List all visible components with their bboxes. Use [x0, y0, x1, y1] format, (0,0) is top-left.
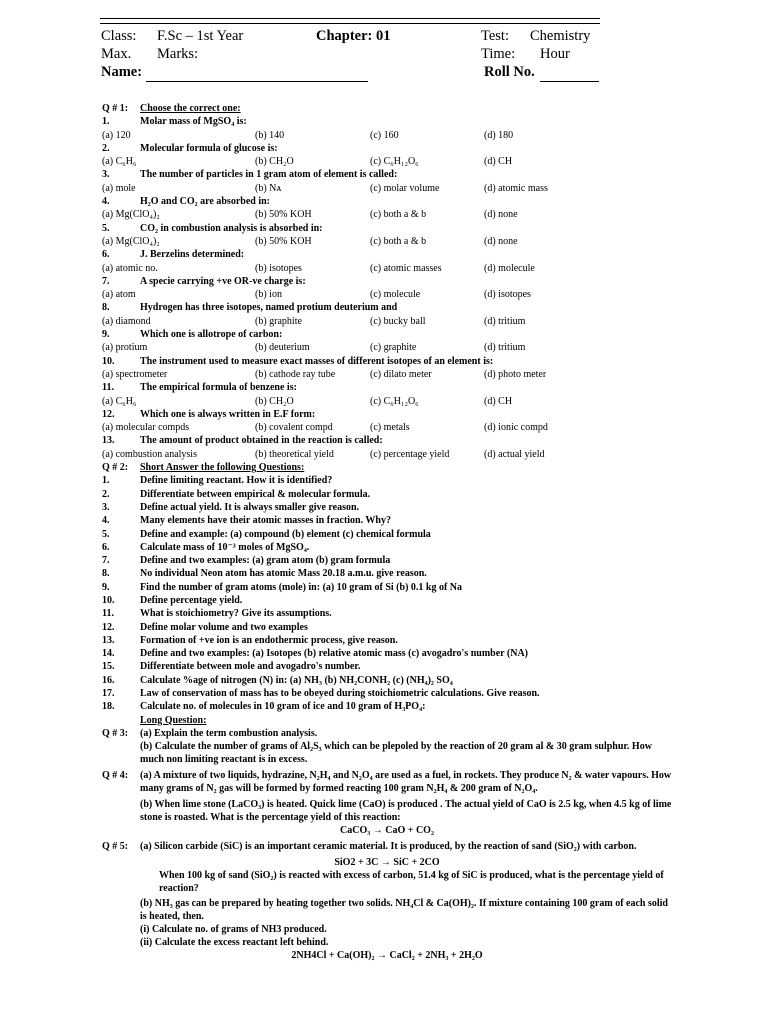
- option-d: (d) tritium: [484, 315, 526, 327]
- short-question-number: 10.: [102, 594, 115, 606]
- short-question-text: Differentiate between mole and avogadro's number.: [140, 661, 361, 673]
- q5-part-a-continued: When 100 kg of sand (SiO₂) is reacted with excess of carbon, 51.4 kg of SiC is produced, what is the percentage yield of reaction?: [159, 869, 664, 894]
- short-question: [102, 594, 672, 607]
- top-rule-2: [100, 23, 600, 24]
- mcq-question-text: Molar mass of MgSO₄ is:: [140, 116, 247, 128]
- mcq-options: [102, 341, 672, 354]
- test-label: Test:: [481, 28, 509, 44]
- name-field[interactable]: [146, 66, 368, 82]
- q1-heading: [102, 102, 672, 115]
- option-a: (a) spectrometer: [102, 368, 168, 380]
- q4-part-a-row: [102, 769, 672, 795]
- option-a: (a) atom: [102, 289, 136, 301]
- q5-part-b-i: (i) Calculate no. of grams of NH3 produced.: [140, 923, 327, 935]
- mcq-question-text: Molecular formula of glucose is:: [140, 142, 278, 154]
- short-question-number: 6.: [102, 541, 110, 553]
- mcq-question-text: The number of particles in 1 gram atom of element is called:: [140, 169, 398, 181]
- mcq-question-text: H₂O and CO₂ are absorbed in:: [140, 196, 270, 208]
- short-question-number: 8.: [102, 568, 110, 580]
- short-question-text: Differentiate between empirical & molecular formula.: [140, 488, 371, 500]
- q4-part-a: (a) A mixture of two liquids, hydrazine, N₂H₄ and N₂O₄ are used as a fuel, in rockets. They produce N₂ & water vapours. How many grams of N₂ gas will be formed by formed reacting 100 gram N₂H₄ & 200 gram of N₂O₄.: [140, 770, 672, 795]
- option-c: (c) dilato meter: [370, 368, 432, 380]
- mcq-question-text: J. Berzelins determined:: [140, 249, 245, 261]
- long-title: Long Question:: [140, 714, 207, 726]
- mcq-number: 13.: [102, 435, 115, 447]
- chapter-title: Chapter: 01: [316, 28, 391, 44]
- option-b: (b) CH₂O: [255, 156, 294, 168]
- mcq-number: 9.: [102, 329, 110, 341]
- short-question-number: 11.: [102, 608, 114, 620]
- mcq-question-text: Which one is allotrope of carbon:: [140, 329, 283, 341]
- time-label: Time:: [481, 46, 516, 62]
- option-a: (a) atomic no.: [102, 262, 158, 274]
- short-question-number: 16.: [102, 674, 115, 686]
- option-c: (c) molar volume: [370, 182, 440, 194]
- mcq-options: [102, 155, 672, 168]
- short-question-text: Calculate no. of molecules in 10 gram of ice and 10 gram of H₃PO₄:: [140, 701, 426, 713]
- short-question: [102, 647, 672, 660]
- option-d: (d) CH: [484, 156, 513, 168]
- option-b: (b) isotopes: [255, 262, 302, 274]
- short-question-number: 18.: [102, 701, 115, 713]
- class-value: F.Sc – 1st Year: [157, 28, 244, 44]
- mcq-question-text: The amount of product obtained in the reaction is called:: [140, 435, 383, 447]
- q2-title: Short Answer the following Questions:: [140, 462, 305, 474]
- mcq-number: 10.: [102, 355, 115, 367]
- short-question: [102, 634, 672, 647]
- mcq-question: [102, 195, 672, 208]
- q3-label: Q # 3:: [102, 727, 129, 739]
- top-rule-1: [100, 18, 600, 19]
- short-question-text: Define actual yield. It is always smaller give reason.: [140, 501, 360, 513]
- short-question-text: Law of conservation of mass has to be obeyed during stoichiometric calculations. Give reason.: [140, 688, 540, 700]
- option-a: (a) combustion analysis: [102, 448, 197, 460]
- short-question-number: 17.: [102, 688, 115, 700]
- mcq-question-text: Hydrogen has three isotopes, named protium deuterium and: [140, 302, 398, 314]
- mcq-question: [102, 222, 672, 235]
- short-question-text: Define and example: (a) compound (b) element (c) chemical formula: [140, 528, 431, 540]
- short-question: [102, 501, 672, 514]
- option-c: (c) both a & b: [370, 235, 427, 247]
- q5-part-b-ii: (ii) Calculate the excess reactant left behind.: [140, 936, 329, 948]
- mcq-question: [102, 142, 672, 155]
- option-a: (a) Mg(ClO₄)₂: [102, 209, 160, 221]
- short-question: [102, 687, 672, 700]
- short-question: [102, 488, 672, 501]
- option-d: (d) photo meter: [484, 368, 547, 380]
- q4-equation: CaCO₃ → CaO + CO₂: [340, 825, 434, 837]
- option-d: (d) ionic compd: [484, 422, 548, 434]
- short-question-list: [102, 474, 672, 713]
- mcq-question: [102, 408, 672, 421]
- short-question-number: 2.: [102, 488, 110, 500]
- q1-label: Q # 1:: [102, 103, 129, 114]
- mcq-question: [102, 275, 672, 288]
- option-a: (a) molecular compds: [102, 422, 190, 434]
- short-question: [102, 541, 672, 554]
- option-b: (b) deuterium: [255, 342, 310, 354]
- q2-heading: [102, 461, 672, 474]
- option-b: (b) graphite: [255, 315, 302, 327]
- short-question: [102, 607, 672, 620]
- mcq-options: [102, 368, 672, 381]
- q3-part-b: (b) Calculate the number of grams of Al₂S₃ which can be plepoled by the reaction of 20 gram al & 30 gram sulphur. How much non limiting reactant is in excess.: [140, 741, 652, 766]
- short-question: [102, 474, 672, 487]
- mcq-number: 2.: [102, 142, 110, 154]
- short-question: [102, 514, 672, 527]
- option-c: (c) atomic masses: [370, 262, 442, 274]
- marks-label: Marks:: [157, 46, 199, 62]
- short-question: [102, 567, 672, 580]
- class-label: Class:: [101, 28, 137, 44]
- option-d: (d) 180: [484, 129, 514, 141]
- option-a: (a) C₆H₆: [102, 395, 137, 407]
- option-d: (d) tritium: [484, 342, 526, 354]
- option-a: (a) diamond: [102, 315, 151, 327]
- option-b: (b) theoretical yield: [255, 448, 334, 460]
- mcq-number: 11.: [102, 382, 114, 394]
- short-question-number: 4.: [102, 515, 110, 527]
- mcq-question: [102, 381, 672, 394]
- mcq-question-text: CO₂ in combustion analysis is absorbed in:: [140, 222, 323, 234]
- roll-field[interactable]: [540, 66, 599, 82]
- short-question: [102, 660, 672, 673]
- option-d: (d) none: [484, 235, 518, 247]
- option-d: (d) CH: [484, 395, 513, 407]
- option-a: (a) protium: [102, 342, 148, 354]
- test-value: Chemistry: [530, 28, 591, 44]
- short-question-number: 5.: [102, 528, 110, 540]
- option-c: (c) percentage yield: [370, 448, 450, 460]
- short-question-text: Many elements have their atomic masses in fraction. Why?: [140, 515, 391, 527]
- q3-row-a: [102, 727, 672, 740]
- option-a: (a) mole: [102, 182, 136, 194]
- q5-label: Q # 5:: [102, 840, 129, 852]
- option-c: (c) graphite: [370, 342, 417, 354]
- mcq-options: [102, 208, 672, 221]
- mcq-options: [102, 129, 672, 142]
- mcq-options: [102, 448, 672, 461]
- mcq-options: [102, 235, 672, 248]
- short-question-text: Define and two examples: (a) Isotopes (b) relative atomic mass (c) avogadro's number (NA): [140, 648, 529, 660]
- option-b: (b) covalent compd: [255, 422, 333, 434]
- q2-label: Q # 2:: [102, 462, 129, 474]
- mcq-question: [102, 328, 672, 341]
- option-b: (b) 140: [255, 129, 285, 141]
- option-d: (d) actual yield: [484, 448, 545, 460]
- mcq-question: [102, 301, 672, 314]
- short-question-text: Calculate %age of nitrogen (N) in: (a) NH₃ (b) NH₂CONH₂ (c) (NH₄)₂ SO₄: [140, 674, 453, 686]
- short-question-number: 1.: [102, 475, 110, 487]
- short-question-text: Calculate mass of 10⁻³ moles of MgSO₄.: [140, 541, 310, 553]
- option-b: (b) ion: [255, 289, 282, 301]
- option-d: (d) atomic mass: [484, 182, 548, 194]
- short-question-text: Find the number of gram atoms (mole) in: (a) 10 gram of Si (b) 0.1 kg of Na: [140, 581, 463, 593]
- option-d: (d) none: [484, 209, 518, 221]
- option-b: (b) cathode ray tube: [255, 368, 336, 380]
- option-a: (a) C₆H₆: [102, 156, 137, 168]
- mcq-number: 7.: [102, 275, 110, 287]
- mcq-options: [102, 315, 672, 328]
- long-heading: [102, 714, 672, 727]
- mcq-number: 12.: [102, 408, 115, 420]
- option-a: (a) Mg(ClO₄)₂: [102, 235, 160, 247]
- time-value: Hour: [540, 46, 570, 62]
- option-c: (c) C₆H₁₂O₆: [370, 395, 419, 407]
- q3-part-a: (a) Explain the term combustion analysis.: [140, 727, 318, 739]
- roll-label: Roll No.: [484, 64, 535, 80]
- mcq-question-text: A specie carrying +ve OR-ve charge is:: [140, 275, 306, 287]
- mcq-list: [102, 115, 672, 461]
- mcq-question: [102, 248, 672, 261]
- option-c: (c) molecule: [370, 289, 421, 301]
- short-question-text: No individual Neon atom has atomic Mass 20.18 a.m.u. give reason.: [140, 568, 427, 580]
- short-question-text: Define percentage yield.: [140, 594, 243, 606]
- mcq-options: [102, 288, 672, 301]
- q4-label: Q # 4:: [102, 770, 129, 782]
- short-question: [102, 581, 672, 594]
- short-question-text: What is stoichiometry? Give its assumptions.: [140, 608, 332, 620]
- exam-content: [102, 102, 672, 962]
- option-c: (c) 160: [370, 129, 399, 141]
- option-d: (d) isotopes: [484, 289, 531, 301]
- mcq-options: [102, 182, 672, 195]
- name-label: Name:: [101, 64, 143, 80]
- short-question-number: 3.: [102, 501, 110, 513]
- mcq-number: 8.: [102, 302, 110, 314]
- mcq-question: [102, 355, 672, 368]
- mcq-question: [102, 115, 672, 128]
- mcq-number: 1.: [102, 116, 110, 128]
- q5-equation-2: 2NH4Cl + Ca(OH)₂ → CaCl₂ + 2NH₃ + 2H₂O: [291, 949, 483, 961]
- q5-equation-1: SiO2 + 3C → SiC + 2CO: [334, 856, 440, 868]
- short-question: [102, 674, 672, 687]
- short-question-number: 12.: [102, 621, 115, 633]
- option-d: (d) molecule: [484, 262, 535, 274]
- option-b: (b) Nᴀ: [255, 182, 282, 194]
- short-question: [102, 528, 672, 541]
- option-b: (b) 50% KOH: [255, 235, 312, 247]
- max-label: Max.: [101, 46, 132, 62]
- short-question: [102, 621, 672, 634]
- option-c: (c) both a & b: [370, 209, 427, 221]
- mcq-question: [102, 168, 672, 181]
- mcq-question-text: Which one is always written in E.F form:: [140, 408, 316, 420]
- mcq-question-text: The empirical formula of benzene is:: [140, 382, 297, 394]
- short-question-number: 9.: [102, 581, 110, 593]
- short-question-number: 13.: [102, 634, 115, 646]
- mcq-options: [102, 262, 672, 275]
- short-question-number: 14.: [102, 648, 115, 660]
- q5-part-a-row: [102, 840, 672, 853]
- option-c: (c) C₆H₁₂O₆: [370, 156, 419, 168]
- mcq-question: [102, 434, 672, 447]
- short-question-number: 7.: [102, 555, 110, 567]
- short-question: [102, 554, 672, 567]
- option-b: (b) 50% KOH: [255, 209, 312, 221]
- option-a: (a) 120: [102, 129, 131, 141]
- mcq-number: 5.: [102, 222, 110, 234]
- q1-title: Choose the correct one:: [140, 103, 241, 114]
- short-question-text: Define and two examples: (a) gram atom (b) gram formula: [140, 555, 391, 567]
- short-question-text: Define limiting reactant. How it is identified?: [140, 475, 333, 487]
- q5-part-a: (a) Silicon carbide (SiC) is an important ceramic material. It is produced, by the reaction of sand (SiO₂) with carbon.: [140, 840, 637, 852]
- q4-part-b: (b) When lime stone (LaCO₃) is heated. Quick lime (CaO) is produced . The actual yield of CaO is 2.5 kg, when 4.5 kg of lime stone is roasted. What is the percentage yield of this reaction:: [140, 799, 672, 824]
- short-question-number: 15.: [102, 661, 115, 673]
- mcq-options: [102, 395, 672, 408]
- mcq-question-text: The instrument used to measure exact masses of different isotopes of an element is:: [140, 355, 494, 367]
- option-b: (b) CH₂O: [255, 395, 294, 407]
- option-c: (c) metals: [370, 422, 410, 434]
- option-c: (c) bucky ball: [370, 315, 426, 327]
- short-question-text: Define molar volume and two examples: [140, 621, 308, 633]
- mcq-number: 3.: [102, 169, 110, 181]
- mcq-number: 4.: [102, 196, 110, 208]
- mcq-options: [102, 421, 672, 434]
- mcq-number: 6.: [102, 249, 110, 261]
- short-question-text: Formation of +ve ion is an endothermic process, give reason.: [140, 634, 398, 646]
- short-question: [102, 700, 672, 713]
- q5-part-b: (b) NH₃ gas can be prepared by heating together two solids. NH₄Cl & Ca(OH)₂. If mixture containing 100 gram of each solid is heated, then.: [140, 897, 668, 922]
